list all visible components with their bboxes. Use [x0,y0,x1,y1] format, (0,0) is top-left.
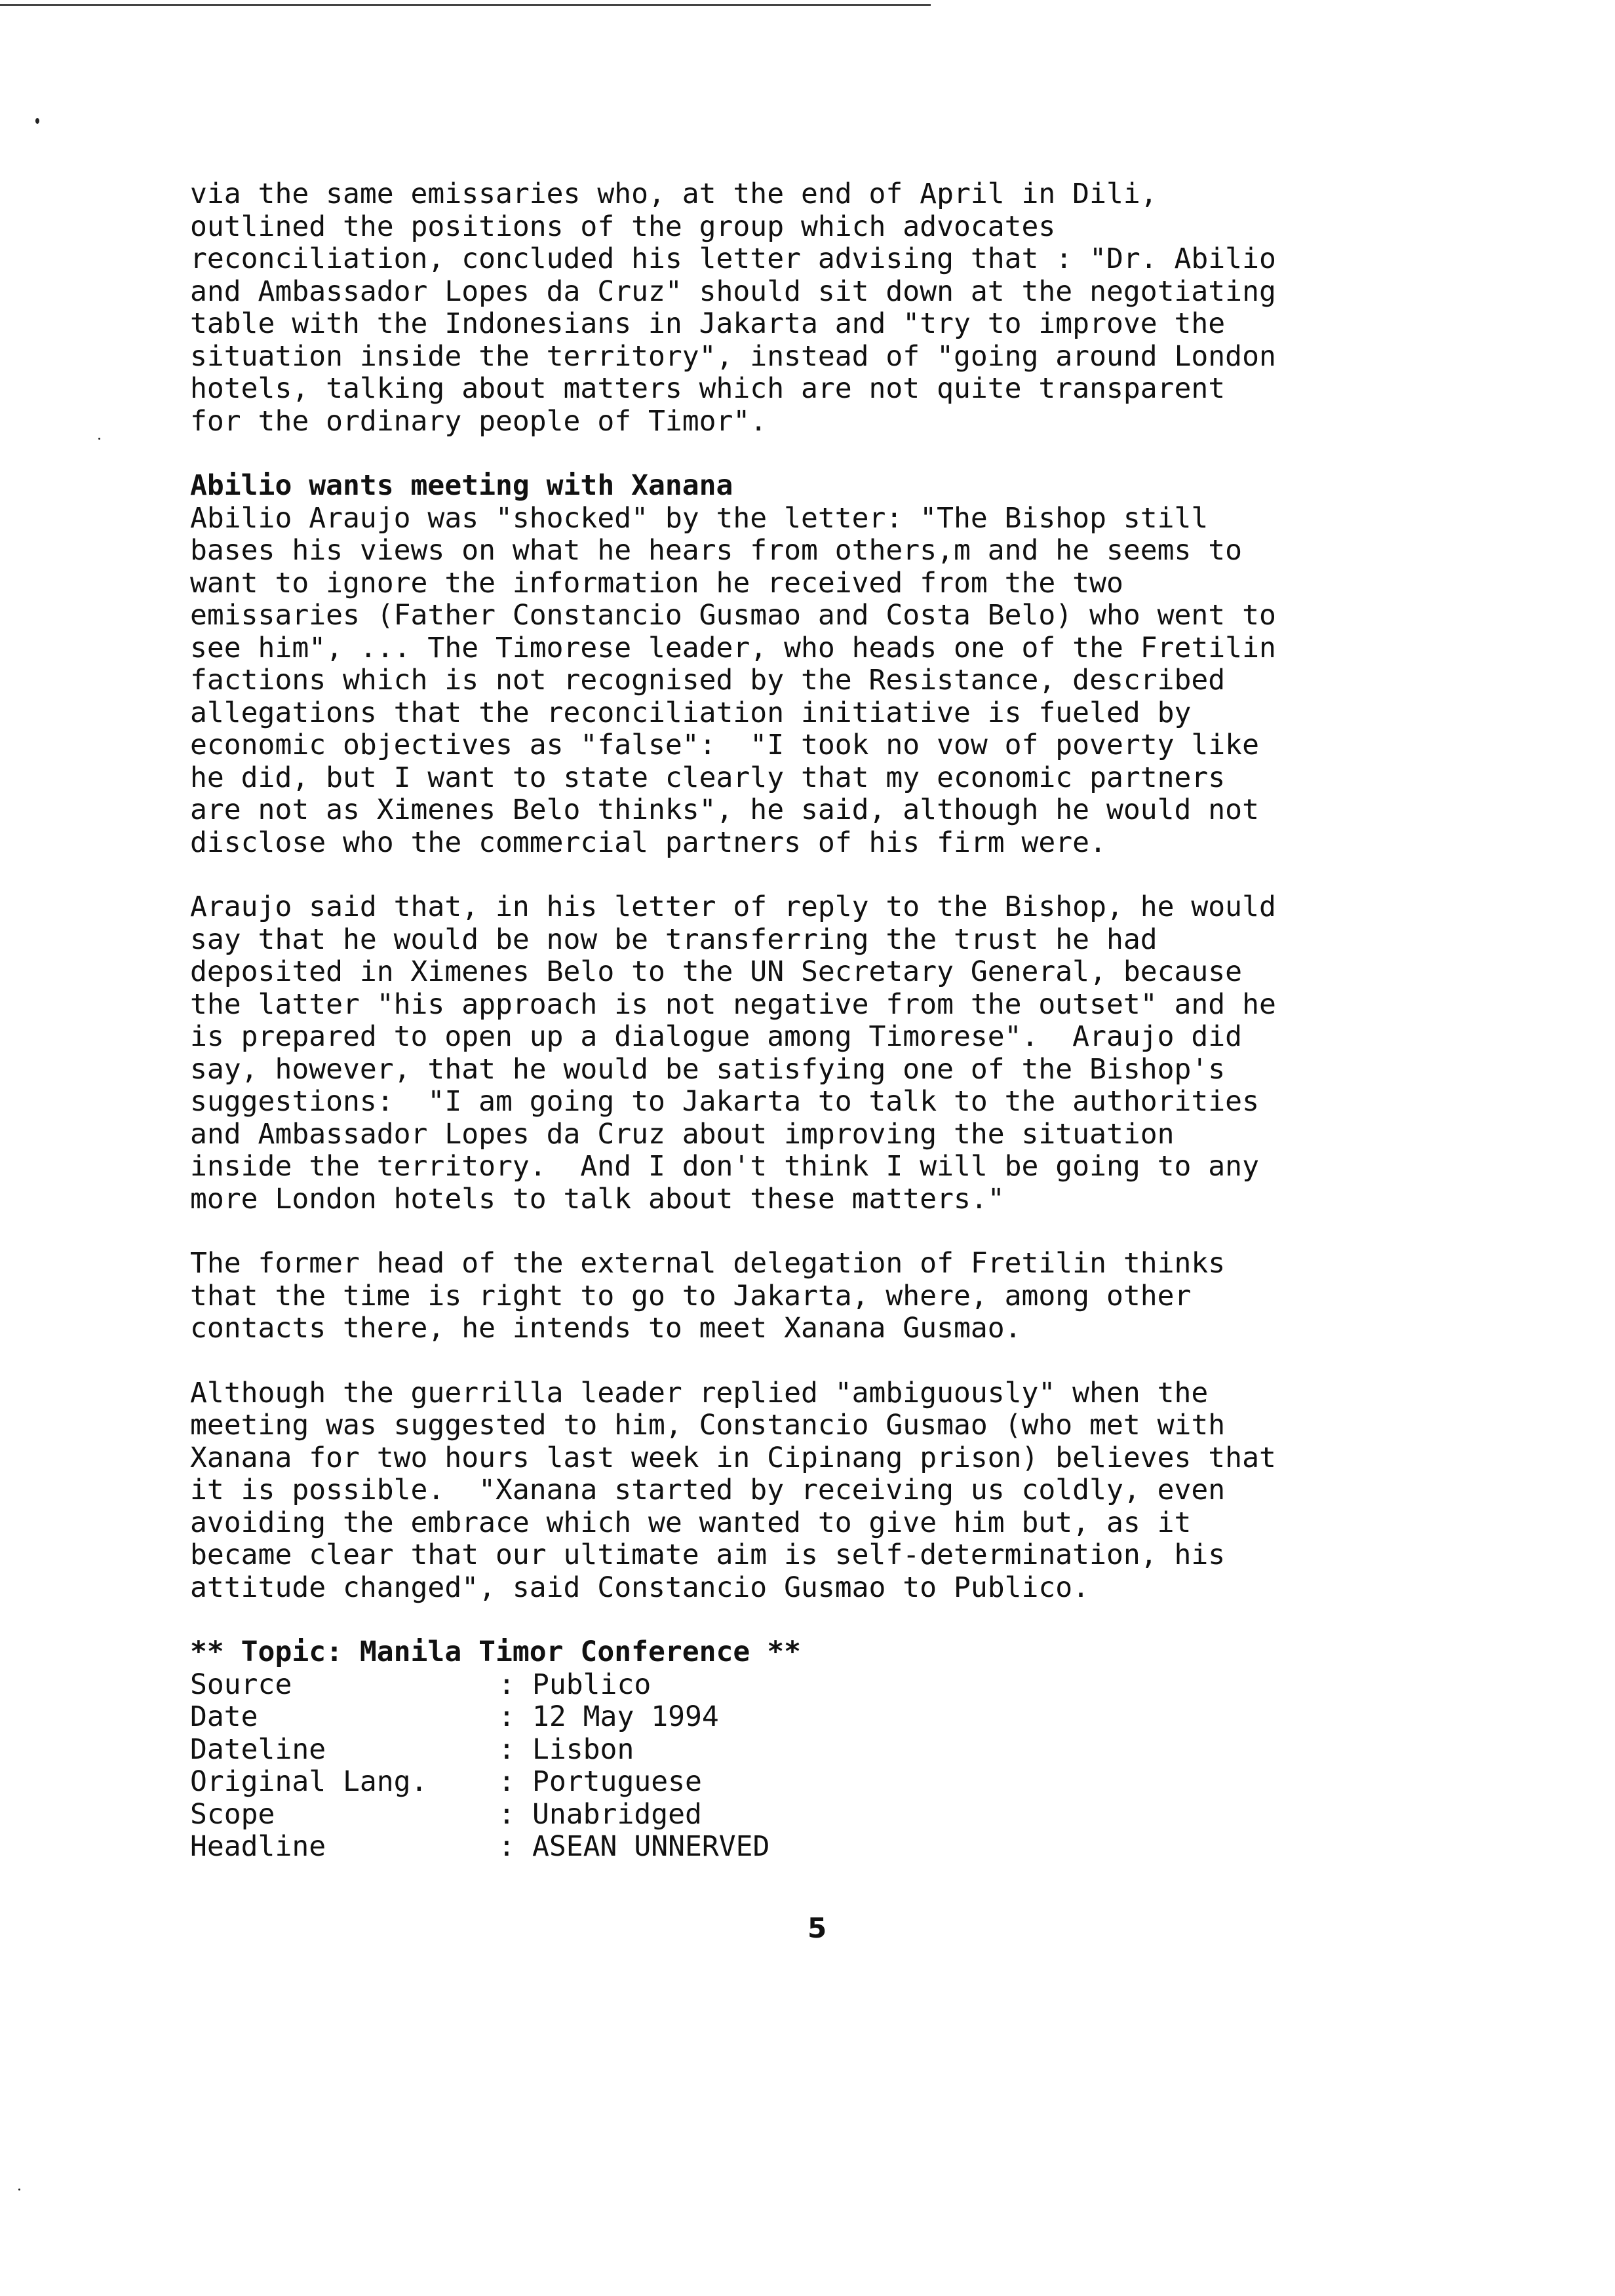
text-line: contacts there, he intends to meet Xanana Gusmao. [190,1312,1022,1345]
text-line: deposited in Ximenes Belo to the UN Secretary General, because [190,955,1243,988]
metadata-key: Scope [190,1797,275,1831]
metadata-value: 12 May 1994 [532,1700,719,1733]
text-line: say, however, that he would be satisfying one of the Bishop's [190,1052,1226,1086]
text-line: became clear that our ultimate aim is self-determination, his [190,1539,1226,1571]
text-line: suggestions: "I am going to Jakarta to talk to the authorities [190,1085,1259,1118]
scan-speck [35,118,39,124]
text-line: for the ordinary people of Timor". [190,404,768,438]
paragraph [190,470,1514,859]
metadata-separator: : [498,1668,515,1701]
metadata-separator: : [498,1830,515,1863]
metadata-row [190,1799,1514,1831]
scan-top-rule [0,4,931,6]
topic-heading: ** Topic: Manila Timor Conference ** [190,1636,801,1668]
text-line: Xanana for two hours last week in Cipinang prison) believes that [190,1441,1276,1474]
text-line: hotels, talking about matters which are not quite transparent [190,372,1226,405]
paragraph-list [190,178,1514,1604]
page-number: 5 [808,1912,827,1944]
text-line: are not as Ximenes Belo thinks", he said, although he would not [190,794,1259,826]
text-line: it is possible. "Xanana started by receiving us coldly, even [190,1474,1226,1506]
metadata-row [190,1831,1514,1864]
text-line: Abilio Araujo was "shocked" by the letter: "The Bishop still [190,501,1209,535]
text-line: want to ignore the information he received from the two [190,566,1123,600]
metadata-value: Lisbon [532,1732,634,1766]
section-heading: Abilio wants meeting with Xanana [190,469,733,502]
metadata-separator: : [498,1797,515,1831]
text-line: factions which is not recognised by the Resistance, described [190,664,1226,697]
paragraph [190,1377,1514,1605]
scan-speck [98,438,100,440]
metadata-key: Date [190,1700,258,1733]
text-line: outlined the positions of the group which advocates [190,210,1056,243]
text-line: see him", ... The Timorese leader, who heads one of the Fretilin [190,631,1276,664]
paragraph [190,178,1514,438]
metadata-row [190,1734,1514,1767]
metadata-key: Headline [190,1830,326,1863]
text-line: that the time is right to go to Jakarta, where, among other [190,1279,1192,1312]
metadata-value: ASEAN UNNERVED [532,1830,770,1863]
text-line: meeting was suggested to him, Constancio Gusmao (who met with [190,1409,1226,1442]
text-line: situation inside the territory", instead of "going around London [190,339,1276,373]
text-line: attitude changed", said Constancio Gusmao to Publico. [190,1571,1090,1604]
text-line: the latter "his approach is not negative from the outset" and he [190,987,1276,1021]
text-line: is prepared to open up a dialogue among Timorese". Araujo did [190,1020,1243,1053]
text-line: say that he would be now be transferring the trust he had [190,923,1158,956]
text-line: inside the territory. And I don't think I will be going to any [190,1150,1259,1183]
text-line: via the same emissaries who, at the end of April in Dili, [190,178,1158,210]
text-line: he did, but I want to state clearly that my economic partners [190,761,1226,794]
metadata-separator: : [498,1700,515,1733]
text-line: economic objectives as "false": "I took no vow of poverty like [190,729,1259,761]
topic-fields [190,1669,1514,1864]
metadata-value: Publico [532,1668,652,1701]
text-line: and Ambassador Lopes da Cruz about improving the situation [190,1117,1175,1151]
text-line: allegations that the reconciliation initiative is fueled by [190,696,1192,729]
metadata-value: Unabridged [532,1797,702,1831]
text-line: more London hotels to talk about these matters." [190,1182,1005,1215]
metadata-row [190,1669,1514,1702]
metadata-value: Portuguese [532,1765,702,1798]
document-body [190,178,1514,1864]
text-line: Araujo said that, in his letter of reply to the Bishop, he would [190,890,1276,923]
text-line: Although the guerrilla leader replied "ambiguously" when the [190,1376,1209,1409]
metadata-row [190,1701,1514,1734]
paragraph [190,1248,1514,1345]
text-line: disclose who the commercial partners of his firm were. [190,826,1106,859]
text-line: table with the Indonesians in Jakarta and "try to improve the [190,307,1226,340]
metadata-key: Dateline [190,1732,326,1766]
metadata-key: Source [190,1668,292,1701]
metadata-separator: : [498,1732,515,1766]
metadata-separator: : [498,1765,515,1798]
topic-block [190,1636,1514,1864]
metadata-key: Original Lang. [190,1765,428,1798]
text-line: reconciliation, concluded his letter advising that : "Dr. Abilio [190,242,1276,275]
scan-speck [18,2189,20,2191]
metadata-row [190,1766,1514,1799]
text-line: and Ambassador Lopes da Cruz" should sit down at the negotiating [190,275,1276,308]
text-line: bases his views on what he hears from others,m and he seems to [190,534,1243,567]
text-line: avoiding the embrace which we wanted to give him but, as it [190,1506,1192,1539]
text-line: emissaries (Father Constancio Gusmao and Costa Belo) who went to [190,599,1276,632]
text-line: The former head of the external delegation of Fretilin thinks [190,1247,1226,1280]
paragraph [190,891,1514,1215]
